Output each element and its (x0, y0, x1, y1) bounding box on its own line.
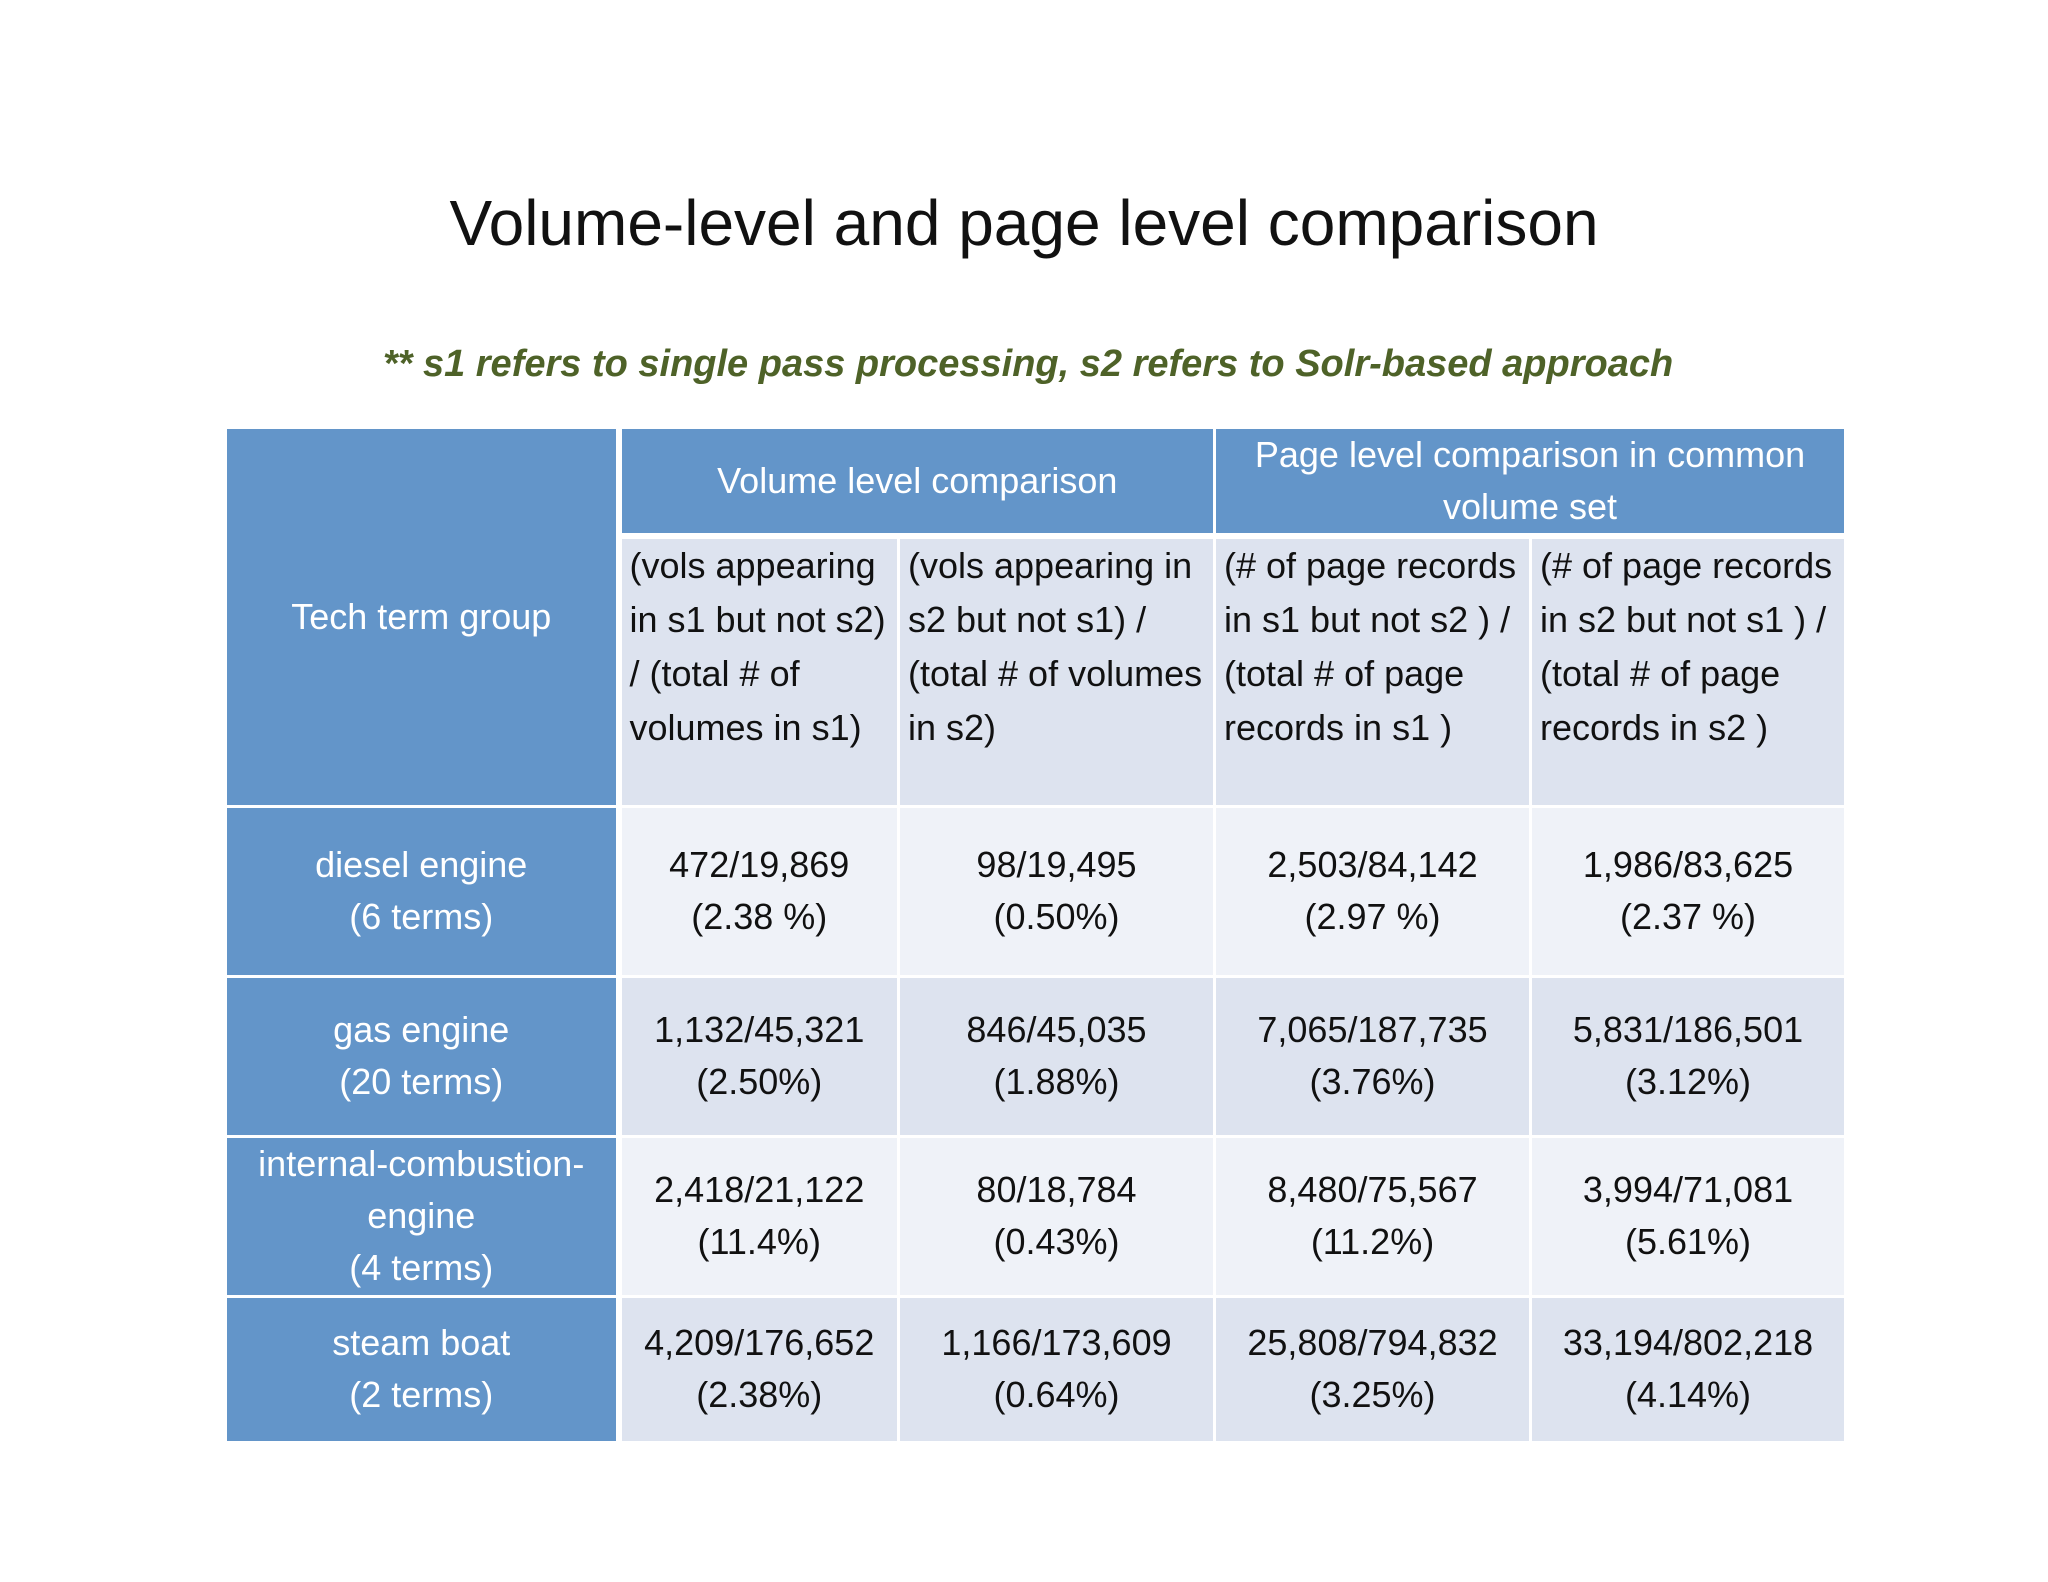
table-cell (619, 806, 899, 976)
cell-percent: (11.4%) (697, 1221, 821, 1262)
cell-ratio: 1,986/83,625 (1582, 844, 1794, 885)
cell-ratio: 2,418/21,122 (654, 1169, 865, 1210)
cell-ratio: 846/45,035 (966, 1009, 1147, 1050)
cell-ratio: 1,166/173,609 (941, 1322, 1172, 1363)
row-header-gas-engine (226, 976, 619, 1136)
corner-header-tech-term-group: Tech term group (226, 428, 619, 807)
table-cell (1215, 1136, 1531, 1296)
comparison-table (224, 426, 1847, 1444)
table-cell (619, 1136, 899, 1296)
row-header-line: engine (367, 1195, 476, 1236)
row-header-internal-combustion-engine (226, 1136, 619, 1296)
table-cell (1215, 1296, 1531, 1442)
table-cell (619, 1296, 899, 1442)
row-header-line: (4 terms) (349, 1247, 494, 1288)
cell-percent: (0.43%) (993, 1221, 1120, 1262)
sub-header-pages-s1-not-s2: (# of page records in s1 but not s2 ) / (total # of page records in s1 ) (1215, 536, 1531, 806)
row-header-diesel-engine (226, 806, 619, 976)
table-row-diesel-engine (226, 806, 1846, 976)
cell-ratio: 4,209/176,652 (644, 1322, 875, 1363)
cell-percent: (3.76%) (1309, 1061, 1436, 1102)
cell-ratio: 7,065/187,735 (1257, 1009, 1488, 1050)
cell-ratio: 3,994/71,081 (1582, 1169, 1794, 1210)
row-header-line: (20 terms) (339, 1061, 504, 1102)
row-header-line: internal-combustion- (258, 1143, 585, 1184)
table-row-gas-engine (226, 976, 1846, 1136)
row-header-line: steam boat (332, 1322, 511, 1363)
row-header-line: gas engine (333, 1009, 510, 1050)
cell-percent: (2.37 %) (1619, 896, 1757, 937)
group-header-volume-level: Volume level comparison (619, 428, 1215, 537)
slide-subtitle: ** s1 refers to single pass processing, s2 refers to Solr-based approach (382, 343, 1674, 385)
table-cell (1531, 806, 1846, 976)
cell-percent: (5.61%) (1624, 1221, 1752, 1262)
cell-ratio: 5,831/186,501 (1572, 1009, 1804, 1050)
cell-ratio: 8,480/75,567 (1267, 1169, 1478, 1210)
table-group-header-row (226, 428, 1846, 537)
table-cell (899, 1296, 1215, 1442)
table-cell (1215, 806, 1531, 976)
cell-percent: (2.50%) (696, 1061, 823, 1102)
cell-percent: (3.12%) (1624, 1061, 1752, 1102)
table-cell (899, 976, 1215, 1136)
cell-ratio: 25,808/794,832 (1247, 1322, 1498, 1363)
sub-header-pages-s2-not-s1: (# of page records in s2 but not s1 ) / (total # of page records in s2 ) (1531, 536, 1846, 806)
table-cell (1215, 976, 1531, 1136)
cell-percent: (0.64%) (993, 1374, 1120, 1415)
cell-ratio: 2,503/84,142 (1267, 844, 1478, 885)
sub-header-vols-s1-not-s2: (vols appearing in s1 but not s2) / (total # of volumes in s1) (619, 536, 899, 806)
table-cell (899, 1136, 1215, 1296)
cell-percent: (1.88%) (993, 1061, 1120, 1102)
table-row-steam-boat (226, 1296, 1846, 1442)
cell-percent: (3.25%) (1309, 1374, 1436, 1415)
cell-percent: (11.2%) (1310, 1221, 1435, 1262)
table-row-internal-combustion-engine (226, 1136, 1846, 1296)
cell-ratio: 33,194/802,218 (1562, 1322, 1814, 1363)
cell-percent: (4.14%) (1624, 1374, 1752, 1415)
cell-ratio: 98/19,495 (976, 844, 1137, 885)
group-header-page-level: Page level comparison in common volume set (1215, 428, 1846, 537)
row-header-line: (2 terms) (349, 1374, 494, 1415)
row-header-line: (6 terms) (349, 896, 494, 937)
cell-percent: (2.38%) (696, 1374, 823, 1415)
cell-ratio: 472/19,869 (669, 844, 850, 885)
table-cell (1531, 1136, 1846, 1296)
cell-ratio: 80/18,784 (976, 1169, 1137, 1210)
cell-ratio: 1,132/45,321 (654, 1009, 865, 1050)
slide-title: Volume-level and page level comparison (449, 187, 1599, 259)
table-cell (619, 976, 899, 1136)
cell-percent: (0.50%) (993, 896, 1120, 937)
row-header-steam-boat (226, 1296, 619, 1442)
table-cell (1531, 976, 1846, 1136)
cell-percent: (2.38 %) (691, 896, 828, 937)
sub-header-vols-s2-not-s1: (vols appearing in s2 but not s1) / (total # of volumes in s2) (899, 536, 1215, 806)
table-cell (899, 806, 1215, 976)
table-cell (1531, 1296, 1846, 1442)
cell-percent: (2.97 %) (1304, 896, 1441, 937)
row-header-line: diesel engine (315, 844, 528, 885)
